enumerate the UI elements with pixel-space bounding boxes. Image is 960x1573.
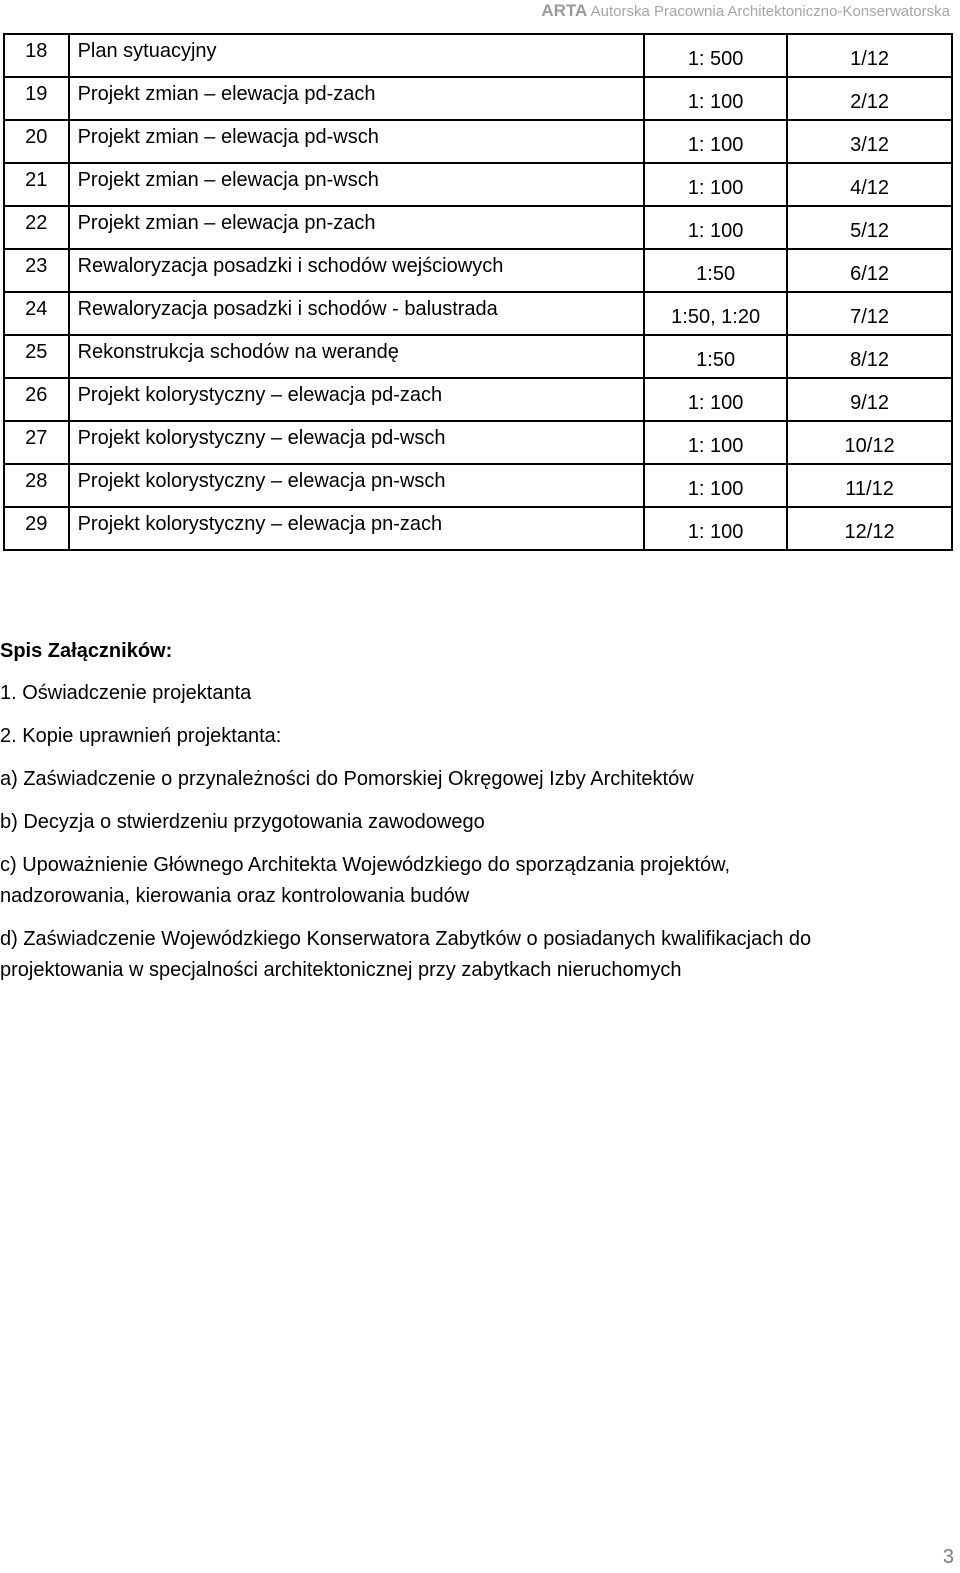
drawing-title: Projekt zmian – elewacja pd-zach	[77, 83, 376, 105]
page-header	[541, 1, 950, 21]
drawing-number: 21	[25, 169, 48, 191]
drawing-title-cell	[69, 421, 645, 464]
table-row	[4, 120, 952, 163]
drawing-title-cell	[69, 77, 645, 120]
drawing-sheet-cell	[787, 34, 952, 77]
drawing-number: 22	[25, 212, 48, 234]
drawing-scale: 1: 100	[687, 177, 744, 199]
drawing-sheet-cell	[787, 163, 952, 206]
drawing-scale-cell	[644, 163, 787, 206]
drawing-sheet-cell	[787, 378, 952, 421]
drawing-sheet: 9/12	[850, 392, 890, 414]
drawing-number-cell	[4, 163, 69, 206]
drawing-title-cell	[69, 464, 645, 507]
drawing-scale-cell	[644, 120, 787, 163]
table-row	[4, 34, 952, 77]
drawing-title-cell	[69, 163, 645, 206]
drawings-table	[3, 33, 953, 551]
drawing-number-cell	[4, 206, 69, 249]
drawing-number-cell	[4, 292, 69, 335]
drawing-title: Rekonstrukcja schodów na werandę	[77, 341, 399, 363]
drawing-scale-cell	[644, 77, 787, 120]
table-row	[4, 464, 952, 507]
drawing-number: 23	[25, 255, 48, 277]
drawing-title: Rewaloryzacja posadzki i schodów wejściowych	[77, 255, 504, 277]
drawing-sheet: 1/12	[850, 48, 890, 70]
drawing-sheet: 5/12	[850, 220, 890, 242]
drawing-number: 25	[25, 341, 48, 363]
header-brand: ARTA	[541, 1, 588, 20]
attachment-item-c	[0, 850, 955, 912]
drawing-title-cell	[69, 335, 645, 378]
table-row	[4, 378, 952, 421]
drawing-sheet-cell	[787, 206, 952, 249]
attachments-heading: Spis Załączników:	[0, 640, 173, 662]
drawing-title-cell	[69, 34, 645, 77]
drawing-number-cell	[4, 335, 69, 378]
drawing-sheet: 4/12	[850, 177, 890, 199]
drawing-number-cell	[4, 77, 69, 120]
drawing-scale-cell	[644, 335, 787, 378]
drawing-number: 24	[25, 298, 48, 320]
drawing-number: 20	[25, 126, 48, 148]
drawing-scale-cell	[644, 421, 787, 464]
drawing-scale: 1: 100	[687, 134, 744, 156]
drawing-title: Projekt zmian – elewacja pn-zach	[77, 212, 376, 234]
drawing-sheet: 11/12	[845, 478, 894, 500]
drawing-sheet: 8/12	[850, 349, 890, 371]
attachment-item-c-line1: c) Upoważnienie Głównego Architekta Wojewódzkiego do sporządzania projektów,	[0, 854, 731, 876]
drawing-sheet: 7/12	[850, 306, 890, 328]
drawing-sheet-cell	[787, 507, 952, 550]
drawing-scale: 1:50, 1:20	[671, 306, 761, 328]
drawing-scale-cell	[644, 292, 787, 335]
table-row	[4, 249, 952, 292]
drawing-scale: 1: 100	[687, 478, 744, 500]
drawing-title: Projekt kolorystyczny – elewacja pd-wsch	[77, 427, 446, 449]
attachment-item-d	[0, 924, 955, 986]
drawing-scale-cell	[644, 34, 787, 77]
drawing-sheet-cell	[787, 335, 952, 378]
drawing-sheet-cell	[787, 464, 952, 507]
drawing-title: Projekt zmian – elewacja pd-wsch	[77, 126, 379, 148]
drawing-title-cell	[69, 120, 645, 163]
attachment-item-d-line1: d) Zaświadczenie Wojewódzkiego Konserwatora Zabytków o posiadanych kwalifikacjach do	[0, 928, 812, 950]
page-number: 3	[942, 1546, 954, 1568]
drawings-table-body	[4, 34, 952, 550]
drawing-number-cell	[4, 34, 69, 77]
drawing-sheet-cell	[787, 120, 952, 163]
drawing-title-cell	[69, 378, 645, 421]
drawing-sheet: 2/12	[850, 91, 890, 113]
drawing-title-cell	[69, 249, 645, 292]
drawing-number: 28	[25, 470, 48, 492]
drawing-number: 18	[25, 40, 48, 62]
drawing-scale: 1: 100	[687, 91, 744, 113]
attachment-item-c-line2: nadzorowania, kierowania oraz kontrolowania budów	[0, 885, 470, 907]
drawing-title: Rewaloryzacja posadzki i schodów - balustrada	[77, 298, 498, 320]
drawing-number-cell	[4, 378, 69, 421]
drawing-sheet-cell	[787, 77, 952, 120]
drawing-number: 26	[25, 384, 48, 406]
drawing-sheet: 3/12	[850, 134, 890, 156]
drawing-title: Projekt zmian – elewacja pn-wsch	[77, 169, 379, 191]
drawing-number-cell	[4, 120, 69, 163]
drawing-scale-cell	[644, 464, 787, 507]
table-row	[4, 421, 952, 464]
drawing-scale: 1: 100	[687, 220, 744, 242]
drawing-title: Projekt kolorystyczny – elewacja pn-wsch	[77, 470, 446, 492]
drawing-sheet: 6/12	[850, 263, 890, 285]
drawing-number: 29	[25, 513, 48, 535]
drawing-sheet-cell	[787, 292, 952, 335]
drawing-scale-cell	[644, 206, 787, 249]
drawing-sheet-cell	[787, 249, 952, 292]
header-subtitle: Autorska Pracownia Architektoniczno-Konserwatorska	[590, 3, 950, 20]
attachment-item-2: 2. Kopie uprawnień projektanta:	[0, 725, 282, 747]
attachment-item-1: 1. Oświadczenie projektanta	[0, 682, 252, 704]
drawing-title: Plan sytuacyjny	[77, 40, 217, 62]
drawing-scale: 1:50	[696, 349, 736, 371]
table-row	[4, 507, 952, 550]
table-row	[4, 206, 952, 249]
drawing-title: Projekt kolorystyczny – elewacja pn-zach	[77, 513, 443, 535]
table-row	[4, 292, 952, 335]
drawing-scale-cell	[644, 507, 787, 550]
attachment-item-b: b) Decyzja o stwierdzeniu przygotowania zawodowego	[0, 811, 485, 833]
attachment-item-d-line2: projektowania w specjalności architektonicznej przy zabytkach nieruchomych	[0, 959, 682, 981]
drawing-title: Projekt kolorystyczny – elewacja pd-zach	[77, 384, 443, 406]
drawing-sheet: 12/12	[844, 521, 895, 543]
drawing-number-cell	[4, 464, 69, 507]
drawing-number: 27	[25, 427, 48, 449]
drawing-title-cell	[69, 206, 645, 249]
table-row	[4, 77, 952, 120]
table-row	[4, 163, 952, 206]
drawing-scale: 1:50	[696, 263, 736, 285]
table-row	[4, 335, 952, 378]
drawing-scale-cell	[644, 378, 787, 421]
drawing-number-cell	[4, 507, 69, 550]
drawing-scale: 1: 100	[687, 392, 744, 414]
drawing-sheet: 10/12	[844, 435, 895, 457]
drawing-number: 19	[25, 83, 48, 105]
drawing-scale: 1: 100	[687, 521, 744, 543]
drawing-scale-cell	[644, 249, 787, 292]
drawing-scale: 1: 500	[687, 48, 744, 70]
drawing-number-cell	[4, 249, 69, 292]
attachment-item-a: a) Zaświadczenie o przynależności do Pomorskiej Okręgowej Izby Architektów	[0, 768, 694, 790]
attachments-section	[0, 636, 955, 986]
drawing-title-cell	[69, 292, 645, 335]
drawing-sheet-cell	[787, 421, 952, 464]
drawing-number-cell	[4, 421, 69, 464]
drawing-scale: 1: 100	[687, 435, 744, 457]
drawing-title-cell	[69, 507, 645, 550]
